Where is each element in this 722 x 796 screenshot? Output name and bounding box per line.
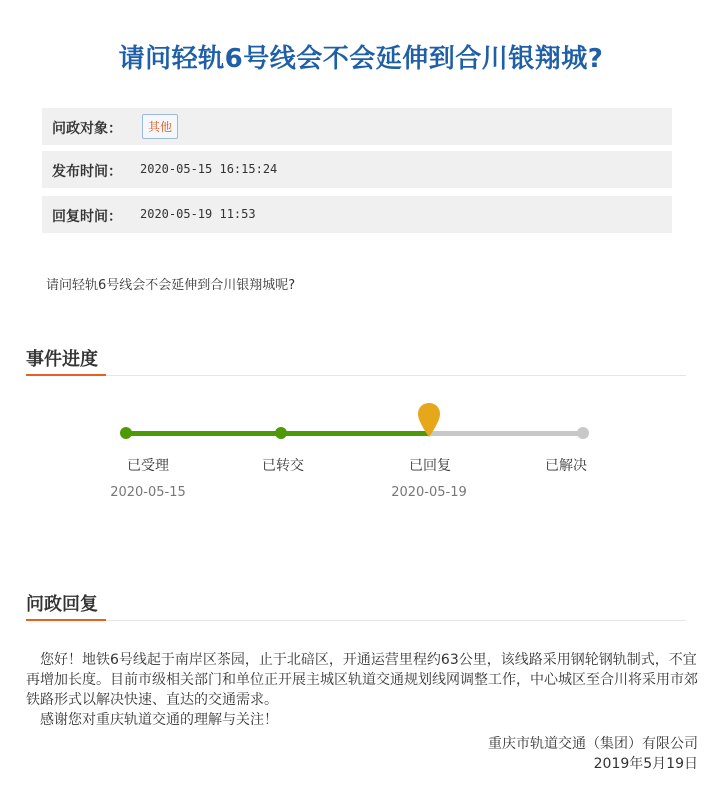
progress-section-title: 事件进度	[26, 349, 98, 370]
progress-section-divider	[26, 375, 686, 376]
reply-paragraph-2: 感谢您对重庆轨道交通的理解与关注！	[40, 712, 278, 728]
reply-section-divider	[26, 620, 686, 621]
step-date-accepted: 2020-05-15	[110, 485, 186, 500]
progress-section-underline	[26, 374, 106, 376]
target-label: 问政对象：	[52, 121, 122, 137]
step-dot-resolved	[577, 427, 589, 439]
reply-section-title: 问政回复	[26, 594, 98, 615]
question-text: 请问轻轨6号线会不会延伸到合川银翔城呢?	[46, 278, 296, 293]
step-label-accepted: 已受理	[127, 458, 169, 474]
reply-time: 2020-05-19 11:53	[140, 207, 256, 221]
progress-track-pending	[429, 431, 583, 436]
info-row-publish	[42, 151, 672, 188]
info-row-target	[42, 108, 672, 145]
reply-body	[26, 650, 698, 730]
step-dot-accepted	[120, 427, 132, 439]
step-label-resolved: 已解决	[545, 458, 587, 474]
reply-date: 2019年5月19日	[593, 756, 698, 772]
reply-signature: 重庆市轨道交通（集团）有限公司	[488, 736, 698, 752]
page-title: 请问轻轨6号线会不会延伸到合川银翔城?	[118, 44, 604, 74]
publish-time: 2020-05-15 16:15:24	[140, 162, 278, 176]
step-date-replied: 2020-05-19	[391, 485, 467, 500]
map-pin-icon	[417, 402, 441, 438]
target-tag[interactable]: 其他	[142, 114, 178, 139]
step-dot-forwarded	[275, 427, 287, 439]
info-row-reply	[42, 196, 672, 233]
reply-label: 回复时间：	[52, 209, 122, 225]
step-label-replied: 已回复	[409, 458, 451, 474]
reply-paragraph-1: 您好！地铁6号线起于南岸区茶园，止于北碚区，开通运营里程约63公里，该线路采用钢轮钢轨制式，不宜再增加长度。目前市级相关部门和单位正开展主城区轨道交通规划线网调整工作，中心城区至合川将采用市郊铁路形式以解决快速、直达的交通需求。	[26, 652, 698, 708]
publish-label: 发布时间：	[52, 164, 122, 180]
step-label-forwarded: 已转交	[262, 458, 304, 474]
reply-section-underline	[26, 619, 106, 621]
